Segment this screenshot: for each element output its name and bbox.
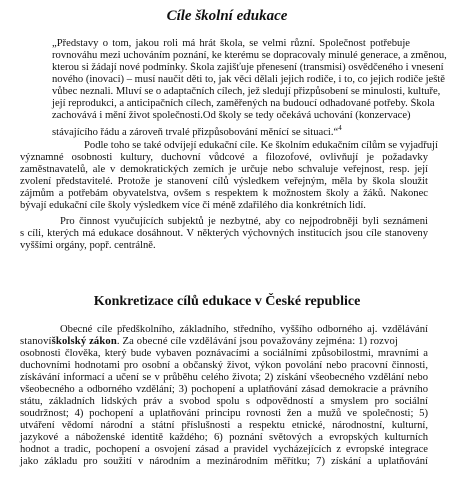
quote-line-last xyxy=(0,122,454,139)
section-heading-cile-skolni-edukace: Cíle školní edukace xyxy=(166,8,288,24)
footnote-mark: 4 xyxy=(338,124,342,132)
paragraph-line: hodnot a tradic, pochopení a osvojení zásad a pravidel vycházejících z evropské integrace xyxy=(20,444,428,455)
paragraph-line: státu, základních lidských práv a svobod spolu s odpovědností a smyslem pro sociální xyxy=(20,396,428,407)
quote-line: kterou si žádají nové podmínky. Škola zajišťuje přenesení (transmisi) osvědčeného i vnesení xyxy=(52,62,444,73)
paragraph-line-mixed xyxy=(0,336,454,348)
paragraph-line: utváření vědomí národní a státní příslušnosti a respektu etnické, národnostní, kulturní, xyxy=(20,420,428,431)
paragraph-line: osobnosti člověka, který bude vybaven poznávacími a sociálními způsobilostmi, mravními a xyxy=(20,348,428,359)
paragraph-line: bývají edukační cíle školy výsledkem více či méně zdařilého dia konkrétních lidí. xyxy=(20,200,366,211)
paragraph-line: soudržnost; 4) pochopení a uplatňování principu rovnosti žen a mužů ve společnosti; 5) xyxy=(20,408,428,419)
paragraph-line: všeobecného a odborného vzdělání; 3) pochopení a uplatňování zásad demokracie a právního xyxy=(20,384,428,395)
paragraph-line: duchovními hodnotami pro osobní a občanský život, výkon povolání nebo pracovní činnosti, xyxy=(20,360,428,371)
quote-line: její reprodukci, a anticipačních cílech, zaměřených na budoucí odhadované potřeby. Škola xyxy=(52,98,435,109)
section-heading-konkretizace: Konkretizace cílů edukace v České republice xyxy=(93,294,361,309)
paragraph-line: Podle toho se také odvíjejí edukační cíle. Ke školním edukačním cílům se vyjadřují xyxy=(84,140,438,151)
paragraph-line: zvolení představitelé. Protože je stanovení cílů výsledkem veřejným, měla by škola sloužit xyxy=(20,176,428,187)
paragraph-line: zájmům a potřebám obyvatelstva, ovšem s respektem k možnostem školy a žáků. Nakonec xyxy=(20,188,428,199)
paragraph-line: jako základu pro soužití v národním a mezinárodním měřítku; 7) získání a uplatňování xyxy=(20,456,428,467)
paragraph-line: významné osobnosti kultury, duchovní vůdcové a filozofové, ovlivňují je požadavky xyxy=(20,152,428,163)
quote-line: vůbec neznali. Mluví se o adaptačních cílech, jež sledují přizpůsobení se minulosti, kultuře, xyxy=(52,86,441,97)
paragraph-line: zaměstnavatelů, ale v demokratických zemích je určuje nebo schvaluje veřejnost, resp. její xyxy=(20,164,428,175)
quote-line: rovnováhu mezi uchováním poznání, ke kterému se dopracovaly minulé generace, a změnou, xyxy=(52,50,447,61)
school-law-term: školský zákon xyxy=(51,336,117,347)
paragraph-line: získávání informací a učení se v průběhu celého života; 2) získání všeobecného vzdělání nebo xyxy=(20,372,428,383)
text-run: . Za obecné cíle vzdělávání jsou považovány zejména: 1) rozvoj xyxy=(116,336,398,347)
quote-line: zachovává i mění život společnosti.Od školy se tedy očekává uchování (konzervace) xyxy=(52,110,411,121)
paragraph-line: jazykové a náboženské identitě každého; 6) poznání světových a evropských kulturních xyxy=(20,432,428,443)
paragraph-line: s cíli, kterých má edukace dosáhnout. V některých výchovných institucích jsou cíle stanoveny xyxy=(20,228,428,239)
quote-line: nového (inovaci) – musí naučit děti to, jak věci dělali jejich rodiče, i to, co jejich rodiče ještě xyxy=(52,74,446,85)
paragraph-line: vyššími orgány, popř. centrálně. xyxy=(20,240,156,251)
paragraph-line: Obecné cíle předškolního, základního, středního, vyššího odborného aj. vzdělávání xyxy=(60,324,428,335)
text-run: stanoví xyxy=(20,336,52,347)
quote-line: „Představy o tom, jakou roli má hrát škola, se velmi různí. Společnost potřebuje xyxy=(52,38,410,49)
quote-text: stávajícího řádu a zároveň trvalé přizpůsobování měnící se situaci.“ xyxy=(52,126,339,138)
paragraph-line: Pro činnost vyučujících subjektů je nezbytné, aby co nejpodrobněji byli seznámeni xyxy=(60,216,428,227)
